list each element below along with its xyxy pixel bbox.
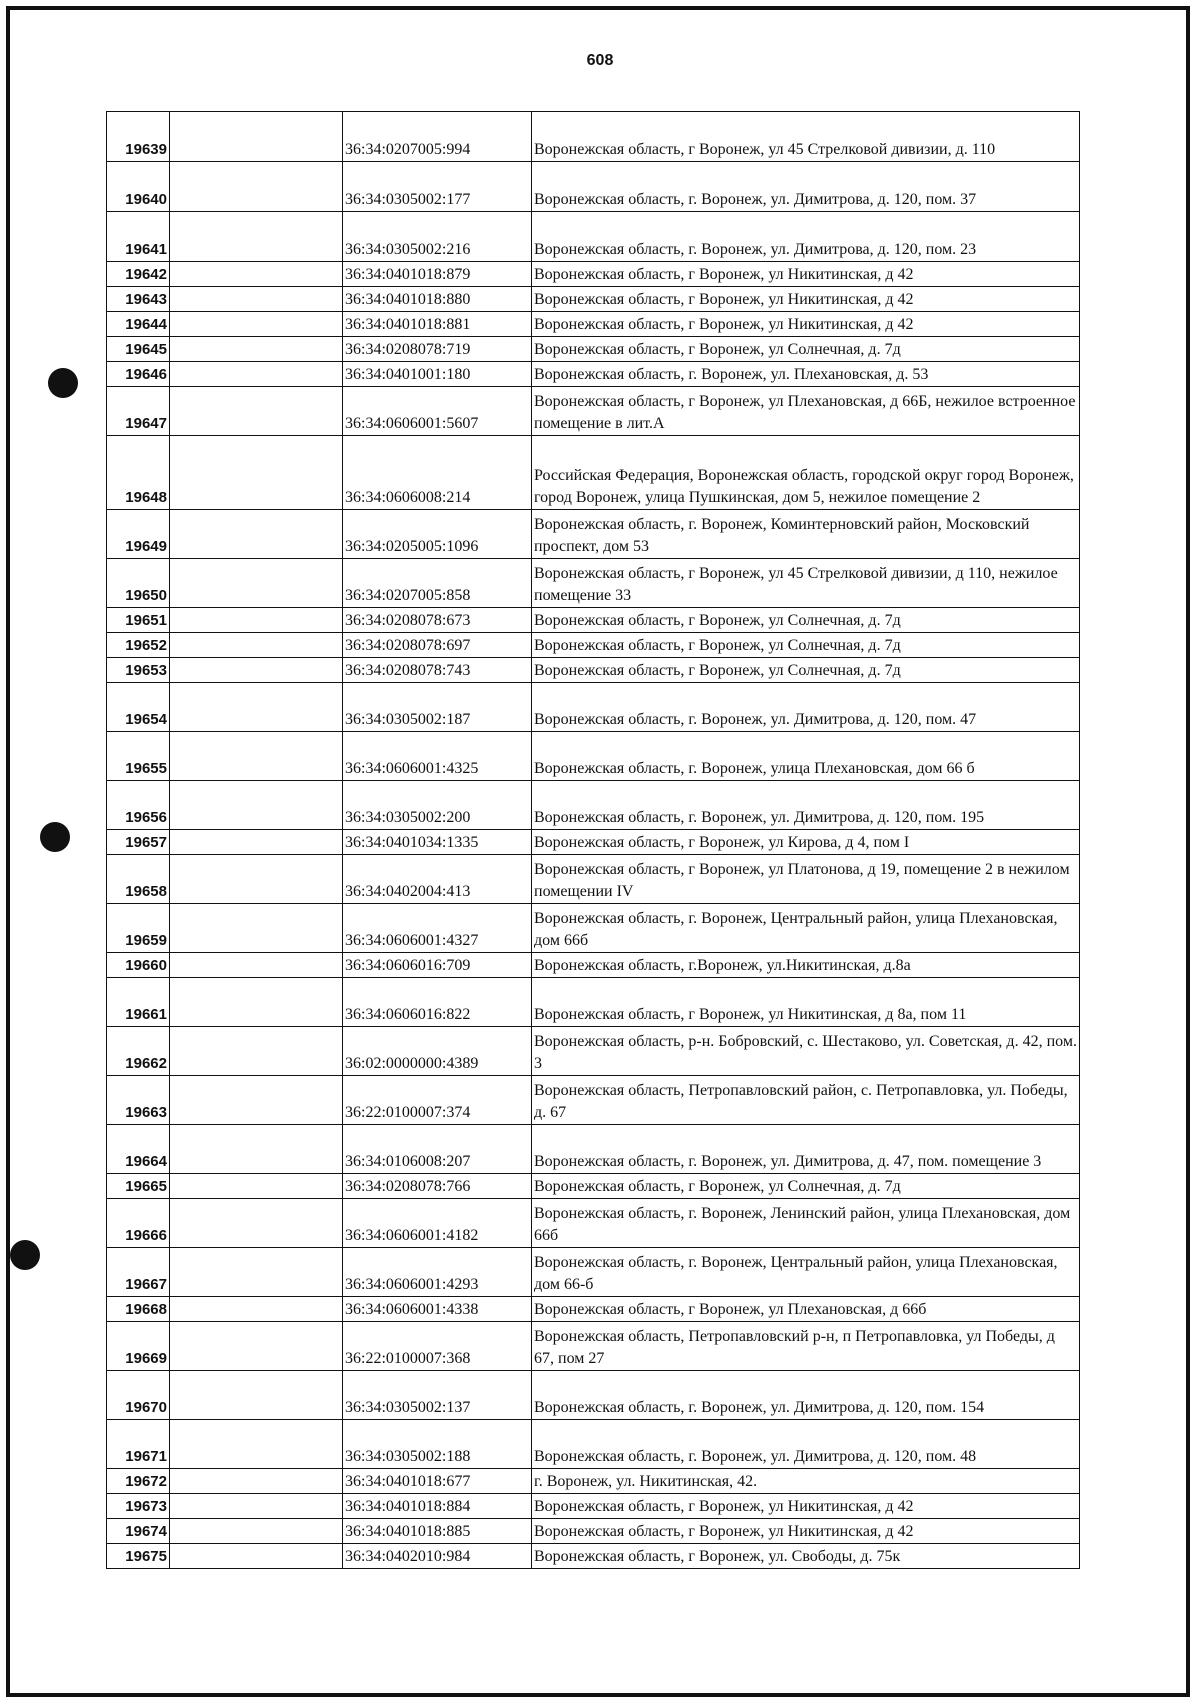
address-cell: Воронежская область, г Воронеж, ул Плехановская, д 66Б, нежилое встроенное помещение в лит.А bbox=[532, 387, 1080, 436]
table-row bbox=[107, 162, 1080, 212]
empty-cell bbox=[170, 855, 343, 904]
table-row bbox=[107, 362, 1080, 387]
address-cell: Воронежская область, г Воронеж, ул Платонова, д 19, помещение 2 в нежилом помещении IV bbox=[532, 855, 1080, 904]
address-cell: Воронежская область, г Воронеж, ул Никитинская, д 42 bbox=[532, 312, 1080, 337]
address-cell: Воронежская область, р-н. Бобровский, с. Шестаково, ул. Советская, д. 42, пом. 3 bbox=[532, 1027, 1080, 1076]
empty-cell bbox=[170, 312, 343, 337]
address-cell: Воронежская область, г.Воронеж, ул.Никитинская, д.8а bbox=[532, 953, 1080, 978]
address-cell: Воронежская область, г Воронеж, ул Солнечная, д. 7д bbox=[532, 608, 1080, 633]
table-row bbox=[107, 112, 1080, 162]
address-cell: Воронежская область, г Воронеж, ул. Свободы, д. 75к bbox=[532, 1544, 1080, 1569]
row-number-cell: 19657 bbox=[107, 830, 170, 855]
table-row bbox=[107, 387, 1080, 436]
address-cell: г. Воронеж, ул. Никитинская, 42. bbox=[532, 1469, 1080, 1494]
cadastral-number-cell: 36:34:0305002:216 bbox=[343, 212, 532, 262]
cadastral-number-cell: 36:34:0606016:709 bbox=[343, 953, 532, 978]
row-number-cell: 19639 bbox=[107, 112, 170, 162]
row-number-cell: 19664 bbox=[107, 1125, 170, 1174]
table-row bbox=[107, 978, 1080, 1027]
property-registry-table bbox=[106, 111, 1080, 1569]
punch-hole-mark bbox=[40, 822, 70, 852]
address-cell: Воронежская область, г Воронеж, ул Солнечная, д. 7д bbox=[532, 1174, 1080, 1199]
address-cell: Воронежская область, г. Воронеж, Ленинский район, улица Плехановская, дом 66б bbox=[532, 1199, 1080, 1248]
empty-cell bbox=[170, 732, 343, 781]
cadastral-number-cell: 36:34:0305002:137 bbox=[343, 1371, 532, 1420]
row-number-cell: 19668 bbox=[107, 1297, 170, 1322]
empty-cell bbox=[170, 337, 343, 362]
punch-hole-mark bbox=[48, 368, 78, 398]
cadastral-number-cell: 36:34:0305002:177 bbox=[343, 162, 532, 212]
table-row bbox=[107, 312, 1080, 337]
table-row bbox=[107, 1322, 1080, 1371]
row-number-cell: 19640 bbox=[107, 162, 170, 212]
empty-cell bbox=[170, 1199, 343, 1248]
empty-cell bbox=[170, 1027, 343, 1076]
address-cell: Воронежская область, г. Воронеж, ул. Димитрова, д. 120, пом. 48 bbox=[532, 1420, 1080, 1469]
empty-cell bbox=[170, 633, 343, 658]
empty-cell bbox=[170, 1494, 343, 1519]
table-row bbox=[107, 855, 1080, 904]
table-row bbox=[107, 1076, 1080, 1125]
empty-cell bbox=[170, 781, 343, 830]
empty-cell bbox=[170, 162, 343, 212]
empty-cell bbox=[170, 608, 343, 633]
empty-cell bbox=[170, 1519, 343, 1544]
table-row bbox=[107, 559, 1080, 608]
row-number-cell: 19670 bbox=[107, 1371, 170, 1420]
cadastral-number-cell: 36:34:0205005:1096 bbox=[343, 510, 532, 559]
address-cell: Воронежская область, г. Воронеж, ул. Димитрова, д. 47, пом. помещение 3 bbox=[532, 1125, 1080, 1174]
row-number-cell: 19667 bbox=[107, 1248, 170, 1297]
table-row bbox=[107, 1297, 1080, 1322]
empty-cell bbox=[170, 1248, 343, 1297]
cadastral-number-cell: 36:34:0208078:719 bbox=[343, 337, 532, 362]
address-cell: Воронежская область, г Воронеж, ул Никитинская, д 42 bbox=[532, 1519, 1080, 1544]
table-row bbox=[107, 436, 1080, 510]
table-row bbox=[107, 337, 1080, 362]
empty-cell bbox=[170, 510, 343, 559]
cadastral-number-cell: 36:34:0305002:187 bbox=[343, 683, 532, 732]
address-cell: Воронежская область, г Воронеж, ул Никитинская, д 42 bbox=[532, 262, 1080, 287]
empty-cell bbox=[170, 212, 343, 262]
table-row bbox=[107, 1544, 1080, 1569]
address-cell: Воронежская область, г Воронеж, ул Кирова, д 4, пом I bbox=[532, 830, 1080, 855]
empty-cell bbox=[170, 1174, 343, 1199]
table-row bbox=[107, 262, 1080, 287]
cadastral-number-cell: 36:22:0100007:368 bbox=[343, 1322, 532, 1371]
address-cell: Воронежская область, Петропавловский р-н, п Петропавловка, ул Победы, д 67, пом 27 bbox=[532, 1322, 1080, 1371]
table-row bbox=[107, 1371, 1080, 1420]
address-cell: Воронежская область, г. Воронеж, ул. Димитрова, д. 120, пом. 154 bbox=[532, 1371, 1080, 1420]
cadastral-number-cell: 36:34:0208078:673 bbox=[343, 608, 532, 633]
empty-cell bbox=[170, 658, 343, 683]
empty-cell bbox=[170, 953, 343, 978]
address-cell: Воронежская область, г. Воронеж, ул. Димитрова, д. 120, пом. 195 bbox=[532, 781, 1080, 830]
row-number-cell: 19660 bbox=[107, 953, 170, 978]
cadastral-number-cell: 36:34:0401018:884 bbox=[343, 1494, 532, 1519]
table-row bbox=[107, 608, 1080, 633]
cadastral-number-cell: 36:34:0606001:4182 bbox=[343, 1199, 532, 1248]
table-row bbox=[107, 1027, 1080, 1076]
address-cell: Воронежская область, г Воронеж, ул Солнечная, д. 7д bbox=[532, 658, 1080, 683]
cadastral-number-cell: 36:34:0208078:766 bbox=[343, 1174, 532, 1199]
empty-cell bbox=[170, 1544, 343, 1569]
row-number-cell: 19663 bbox=[107, 1076, 170, 1125]
table-row bbox=[107, 287, 1080, 312]
empty-cell bbox=[170, 112, 343, 162]
cadastral-number-cell: 36:34:0606016:822 bbox=[343, 978, 532, 1027]
cadastral-number-cell: 36:34:0402004:413 bbox=[343, 855, 532, 904]
empty-cell bbox=[170, 1297, 343, 1322]
cadastral-number-cell: 36:34:0207005:858 bbox=[343, 559, 532, 608]
cadastral-number-cell: 36:34:0606001:4325 bbox=[343, 732, 532, 781]
row-number-cell: 19643 bbox=[107, 287, 170, 312]
empty-cell bbox=[170, 978, 343, 1027]
address-cell: Воронежская область, г Воронеж, ул Солнечная, д. 7д bbox=[532, 337, 1080, 362]
cadastral-number-cell: 36:34:0305002:188 bbox=[343, 1420, 532, 1469]
table-row bbox=[107, 953, 1080, 978]
address-cell: Воронежская область, г. Воронеж, Центральный район, улица Плехановская, дом 66б bbox=[532, 904, 1080, 953]
empty-cell bbox=[170, 387, 343, 436]
table-row bbox=[107, 1494, 1080, 1519]
empty-cell bbox=[170, 287, 343, 312]
row-number-cell: 19675 bbox=[107, 1544, 170, 1569]
row-number-cell: 19641 bbox=[107, 212, 170, 262]
cadastral-number-cell: 36:34:0401001:180 bbox=[343, 362, 532, 387]
row-number-cell: 19652 bbox=[107, 633, 170, 658]
address-cell: Российская Федерация, Воронежская область, городской округ город Воронеж, город Воронеж, улица Пушкинская, дом 5, нежилое помещение 2 bbox=[532, 436, 1080, 510]
row-number-cell: 19648 bbox=[107, 436, 170, 510]
cadastral-number-cell: 36:34:0401018:677 bbox=[343, 1469, 532, 1494]
address-cell: Воронежская область, г. Воронеж, ул. Димитрова, д. 120, пом. 37 bbox=[532, 162, 1080, 212]
address-cell: Воронежская область, г Воронеж, ул 45 Стрелковой дивизии, д 110, нежилое помещение 33 bbox=[532, 559, 1080, 608]
table-row bbox=[107, 1420, 1080, 1469]
row-number-cell: 19653 bbox=[107, 658, 170, 683]
table-row bbox=[107, 658, 1080, 683]
row-number-cell: 19651 bbox=[107, 608, 170, 633]
empty-cell bbox=[170, 1420, 343, 1469]
row-number-cell: 19673 bbox=[107, 1494, 170, 1519]
cadastral-number-cell: 36:34:0401018:885 bbox=[343, 1519, 532, 1544]
empty-cell bbox=[170, 904, 343, 953]
cadastral-number-cell: 36:34:0606008:214 bbox=[343, 436, 532, 510]
row-number-cell: 19656 bbox=[107, 781, 170, 830]
cadastral-number-cell: 36:34:0401018:880 bbox=[343, 287, 532, 312]
row-number-cell: 19654 bbox=[107, 683, 170, 732]
cadastral-number-cell: 36:22:0100007:374 bbox=[343, 1076, 532, 1125]
cadastral-number-cell: 36:34:0606001:4293 bbox=[343, 1248, 532, 1297]
cadastral-number-cell: 36:34:0207005:994 bbox=[343, 112, 532, 162]
row-number-cell: 19645 bbox=[107, 337, 170, 362]
cadastral-number-cell: 36:34:0401018:881 bbox=[343, 312, 532, 337]
empty-cell bbox=[170, 830, 343, 855]
table-row bbox=[107, 683, 1080, 732]
registry-table-body bbox=[107, 112, 1080, 1569]
row-number-cell: 19647 bbox=[107, 387, 170, 436]
cadastral-number-cell: 36:34:0208078:743 bbox=[343, 658, 532, 683]
row-number-cell: 19642 bbox=[107, 262, 170, 287]
row-number-cell: 19666 bbox=[107, 1199, 170, 1248]
page-number: 608 bbox=[586, 52, 614, 69]
empty-cell bbox=[170, 559, 343, 608]
cadastral-number-cell: 36:34:0606001:5607 bbox=[343, 387, 532, 436]
empty-cell bbox=[170, 1371, 343, 1420]
empty-cell bbox=[170, 362, 343, 387]
row-number-cell: 19650 bbox=[107, 559, 170, 608]
row-number-cell: 19659 bbox=[107, 904, 170, 953]
row-number-cell: 19674 bbox=[107, 1519, 170, 1544]
table-row bbox=[107, 830, 1080, 855]
address-cell: Воронежская область, г Воронеж, ул Никитинская, д 42 bbox=[532, 1494, 1080, 1519]
address-cell: Воронежская область, г. Воронеж, ул. Плехановская, д. 53 bbox=[532, 362, 1080, 387]
address-cell: Воронежская область, г Воронеж, ул 45 Стрелковой дивизии, д. 110 bbox=[532, 112, 1080, 162]
empty-cell bbox=[170, 436, 343, 510]
row-number-cell: 19655 bbox=[107, 732, 170, 781]
address-cell: Воронежская область, г. Воронеж, ул. Димитрова, д. 120, пом. 23 bbox=[532, 212, 1080, 262]
row-number-cell: 19658 bbox=[107, 855, 170, 904]
address-cell: Воронежская область, г Воронеж, ул Никитинская, д 42 bbox=[532, 287, 1080, 312]
row-number-cell: 19665 bbox=[107, 1174, 170, 1199]
table-row bbox=[107, 732, 1080, 781]
cadastral-number-cell: 36:34:0106008:207 bbox=[343, 1125, 532, 1174]
row-number-cell: 19661 bbox=[107, 978, 170, 1027]
cadastral-number-cell: 36:34:0606001:4338 bbox=[343, 1297, 532, 1322]
row-number-cell: 19672 bbox=[107, 1469, 170, 1494]
cadastral-number-cell: 36:34:0208078:697 bbox=[343, 633, 532, 658]
address-cell: Воронежская область, г. Воронеж, Центральный район, улица Плехановская, дом 66-б bbox=[532, 1248, 1080, 1297]
empty-cell bbox=[170, 1322, 343, 1371]
table-row bbox=[107, 510, 1080, 559]
row-number-cell: 19649 bbox=[107, 510, 170, 559]
cadastral-number-cell: 36:34:0305002:200 bbox=[343, 781, 532, 830]
table-row bbox=[107, 212, 1080, 262]
row-number-cell: 19671 bbox=[107, 1420, 170, 1469]
cadastral-number-cell: 36:02:0000000:4389 bbox=[343, 1027, 532, 1076]
table-row bbox=[107, 904, 1080, 953]
empty-cell bbox=[170, 1076, 343, 1125]
cadastral-number-cell: 36:34:0402010:984 bbox=[343, 1544, 532, 1569]
address-cell: Воронежская область, г. Воронеж, улица Плехановская, дом 66 б bbox=[532, 732, 1080, 781]
row-number-cell: 19646 bbox=[107, 362, 170, 387]
table-row bbox=[107, 1519, 1080, 1544]
empty-cell bbox=[170, 262, 343, 287]
empty-cell bbox=[170, 1125, 343, 1174]
address-cell: Воронежская область, г. Воронеж, ул. Димитрова, д. 120, пом. 47 bbox=[532, 683, 1080, 732]
row-number-cell: 19669 bbox=[107, 1322, 170, 1371]
table-row bbox=[107, 633, 1080, 658]
table-row bbox=[107, 1199, 1080, 1248]
address-cell: Воронежская область, г. Воронеж, Коминтерновский район, Московский проспект, дом 53 bbox=[532, 510, 1080, 559]
table-row bbox=[107, 1174, 1080, 1199]
empty-cell bbox=[170, 1469, 343, 1494]
empty-cell bbox=[170, 683, 343, 732]
address-cell: Воронежская область, г Воронеж, ул Плехановская, д 66б bbox=[532, 1297, 1080, 1322]
cadastral-number-cell: 36:34:0606001:4327 bbox=[343, 904, 532, 953]
table-row bbox=[107, 1469, 1080, 1494]
address-cell: Воронежская область, г Воронеж, ул Солнечная, д. 7д bbox=[532, 633, 1080, 658]
cadastral-number-cell: 36:34:0401018:879 bbox=[343, 262, 532, 287]
table-row bbox=[107, 781, 1080, 830]
cadastral-number-cell: 36:34:0401034:1335 bbox=[343, 830, 532, 855]
table-row bbox=[107, 1125, 1080, 1174]
address-cell: Воронежская область, Петропавловский район, с. Петропавловка, ул. Победы, д. 67 bbox=[532, 1076, 1080, 1125]
punch-hole-mark bbox=[10, 1240, 40, 1270]
row-number-cell: 19644 bbox=[107, 312, 170, 337]
table-row bbox=[107, 1248, 1080, 1297]
address-cell: Воронежская область, г Воронеж, ул Никитинская, д 8а, пом 11 bbox=[532, 978, 1080, 1027]
row-number-cell: 19662 bbox=[107, 1027, 170, 1076]
